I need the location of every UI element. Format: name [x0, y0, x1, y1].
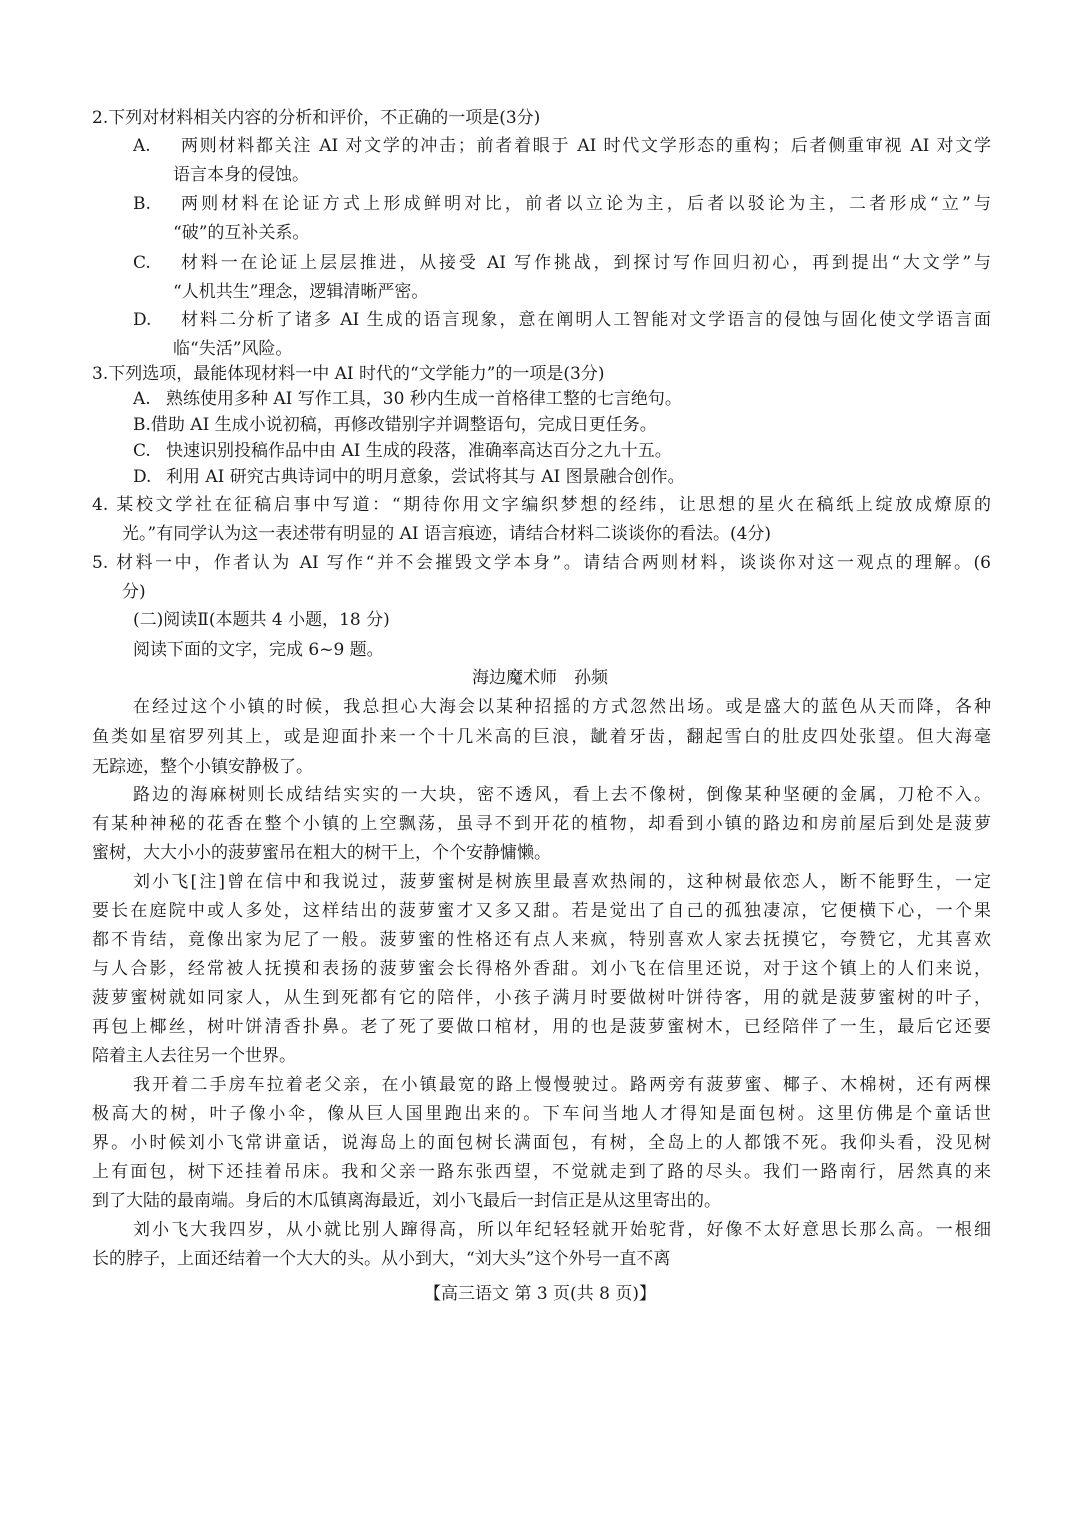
story-paragraph-line: 陪着主人去往另一个世界。	[92, 1046, 296, 1066]
story-paragraph-line: 与人合影，经常被人抚摸和表扬的菠萝蜜会长得格外香甜。刘小飞在信里还说，对于这个镇上的人们来说，	[92, 959, 991, 979]
q2-option-d-text: 材料二分析了诸多 AI 生成的语言现象，意在阐明人工智能对文学语言的侵蚀与固化使文学语言面	[181, 310, 991, 330]
q3-option-c-text: 快速识别投稿作品中由 AI 生成的段落，准确率高达百分之九十五。	[166, 441, 672, 461]
question-4-text: 4. 某校文学社在征稿启事中写道：“期待你用文字编织梦想的经纬，让思想的星火在稿纸上绽放成燎原的	[92, 495, 991, 515]
story-paragraph-line: 无踪迹，整个小镇安静极了。	[92, 757, 313, 777]
q2-option-b-text: 两则材料在论证方式上形成鲜明对比，前者以立论为主，后者以驳论为主，二者形成“立”与	[181, 194, 991, 214]
story-title: 海边魔术师 孙频	[472, 668, 608, 688]
story-paragraph-line: 刘小飞[注]曾在信中和我说过，菠萝蜜树是树族里最喜欢热闹的，这种树最依恋人，断不能野生，一定	[133, 872, 991, 892]
q3-option-a-label: A.	[133, 389, 151, 409]
question-4-text-cont: 光。”有同学认为这一表述带有明显的 AI 语言痕迹，请结合材料二谈谈你的看法。(4分)	[122, 524, 772, 544]
q2-option-c-label: C.	[133, 253, 151, 273]
story-paragraph-line: 再包上椰丝，树叶饼清香扑鼻。老了死了要做口棺材，用的也是菠萝蜜树木，已经陪伴了一生，最后它还要	[92, 1017, 991, 1037]
story-paragraph-line: 界。小时候刘小飞常讲童话，说海岛上的面包树长满面包，有树，全岛上的人都饿不死。我仰头看，没见树	[92, 1133, 991, 1153]
section-heading: (二)阅读Ⅱ(本题共 4 小题，18 分)	[133, 610, 390, 630]
story-paragraph-line: 路边的海麻树则长成结结实实的一大块，密不透风，看上去不像树，倒像某种坚硬的金属，刀枪不入。	[133, 785, 991, 805]
story-paragraph-line: 在经过这个小镇的时候，我总担心大海会以某种招摇的方式忽然出场。或是盛大的蓝色从天而降，各种	[133, 697, 991, 717]
q2-option-a-label: A.	[133, 136, 151, 156]
story-paragraph-line: 到了大陆的最南端。身后的木瓜镇离海最近，刘小飞最后一封信正是从这里寄出的。	[92, 1191, 721, 1211]
question-5-text: 5. 材料一中，作者认为 AI 写作“并不会摧毁文学本身”。请结合两则材料，谈谈你对这一观点的理解。(6	[92, 553, 991, 573]
story-paragraph-line: 要长在庭院中或人多处，这样结出的菠萝蜜才又多又甜。若是觉出了自己的孤独凄凉，它便横下心，一个果	[92, 901, 991, 921]
q3-option-c-label: C.	[133, 441, 151, 461]
q2-option-a-text: 两则材料都关注 AI 对文学的冲击；前者着眼于 AI 时代文学形态的重构；后者侧重审视 AI 对文学	[181, 136, 991, 156]
story-paragraph-line: 上有面包，树下还挂着吊床。我和父亲一路东张西望，不觉就走到了路的尽头。我们一路南行，居然真的来	[92, 1162, 991, 1182]
q2-option-b-label: B.	[133, 194, 151, 214]
story-paragraph-line: 刘小飞大我四岁，从小就比别人蹿得高，所以年纪轻轻就开始驼背，好像不太好意思长那么高。一根细	[133, 1220, 991, 1240]
q2-option-d-label: D.	[133, 310, 152, 330]
story-paragraph-line: 鱼类如星宿罗列其上，或是迎面扑来一个十几米高的巨浪，龇着牙齿，翻起雪白的肚皮四处张望。但大海毫	[92, 727, 991, 747]
q2-option-c-text: 材料一在论证上层层推进，从接受 AI 写作挑战，到探讨写作回归初心，再到提出“大文学”与	[181, 253, 991, 273]
story-paragraph-line: 都不肯结，竟像出家为尼了一般。菠萝蜜的性格还有点人来疯，特别喜欢人家去抚摸它，夸赞它，尤其喜欢	[92, 930, 991, 950]
question-5-text-cont: 分)	[122, 582, 146, 602]
story-paragraph-line: 蜜树，大大小小的菠萝蜜吊在粗大的树干上，个个安静慵懒。	[92, 843, 551, 863]
story-paragraph-line: 菠萝蜜树就如同家人，从生到死都有它的陪伴，小孩子满月时要做树叶饼待客，用的就是菠萝蜜树的叶子，	[92, 988, 991, 1008]
q3-option-d-text: 利用 AI 研究古典诗词中的明月意象，尝试将其与 AI 图景融合创作。	[166, 467, 685, 487]
q3-option-b-text: B.借助 AI 生成小说初稿，再修改错别字并调整语句，完成日更任务。	[133, 415, 657, 435]
page-footer: 【高三语文 第 3 页(共 8 页)】	[424, 1284, 656, 1304]
q3-option-a-text: 熟练使用多种 AI 写作工具，30 秒内生成一首格律工整的七言绝句。	[166, 389, 682, 409]
story-paragraph-line: 极高大的树，叶子像小伞，像从巨人国里跑出来的。下车问当地人才得知是面包树。这里仿佛是个童话世	[92, 1104, 991, 1124]
q2-option-d-text-cont: 临“失活”风险。	[173, 339, 293, 359]
q2-option-a-text-cont: 语言本身的侵蚀。	[173, 165, 309, 185]
q3-option-d-label: D.	[133, 467, 152, 487]
question-2-stem: 2.下列对材料相关内容的分析和评价，不正确的一项是(3分)	[92, 108, 541, 128]
story-paragraph-line: 有某种神秘的花香在整个小镇的上空飘荡，虽寻不到开花的植物，却看到小镇的路边和房前屋后到处是菠萝	[92, 814, 991, 834]
q2-option-c-text-cont: “人机共生”理念，逻辑清晰严密。	[173, 282, 429, 302]
question-3-stem: 3.下列选项，最能体现材料一中 AI 时代的“文学能力”的一项是(3分)	[92, 364, 605, 384]
story-paragraph-line: 我开着二手房车拉着老父亲，在小镇最宽的路上慢慢驶过。路两旁有菠萝蜜、椰子、木棉树，还有两棵	[133, 1075, 991, 1095]
q2-option-b-text-cont: “破”的互补关系。	[173, 223, 310, 243]
section-instruction: 阅读下面的文字，完成 6~9 题。	[133, 640, 384, 660]
story-paragraph-line: 长的脖子，上面还结着一个大大的头。从小到大，“刘大头”这个外号一直不离	[92, 1249, 671, 1269]
